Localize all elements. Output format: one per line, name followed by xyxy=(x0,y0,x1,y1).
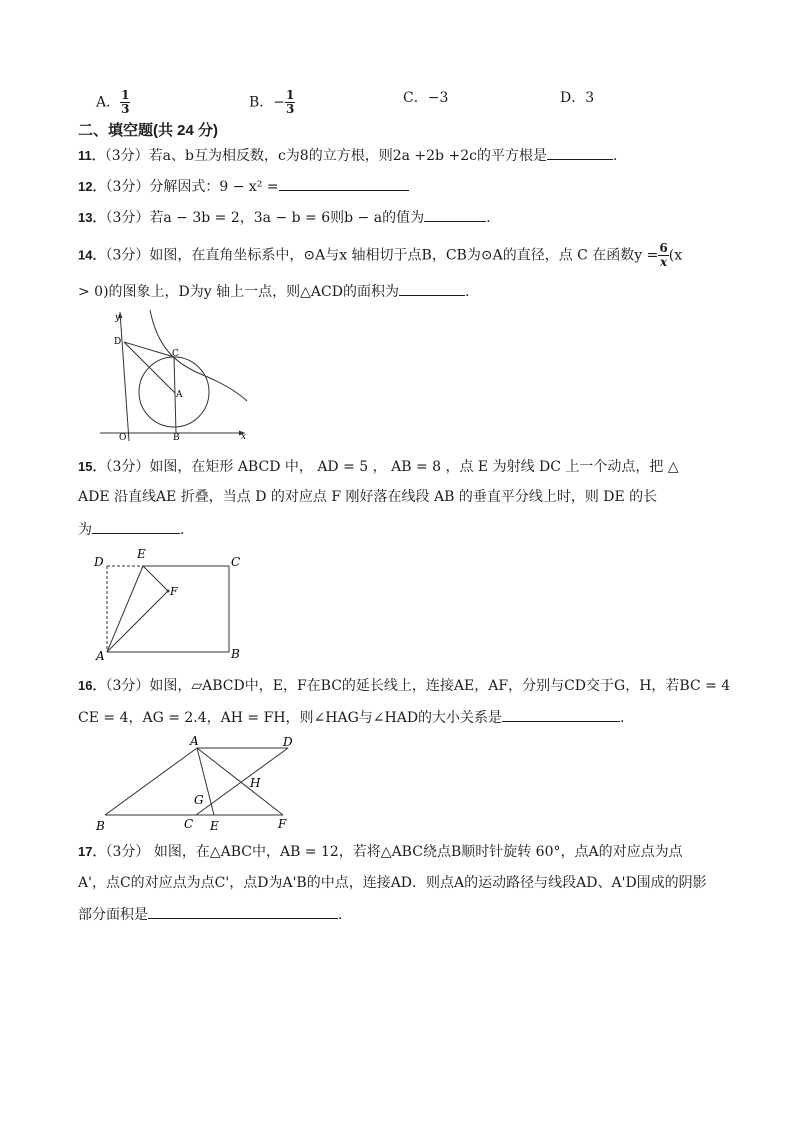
question-15-line1: 15．（3分）如图，在矩形 ABCD 中， AD = 5 ， AB = 8 ，点 E 为射线 DC 上一个动点，把 △ xyxy=(78,459,679,475)
question-17-line2: A'，点C的对应点为点C'，点D为A'B的中点，连接AD．则点A的运动路径与线段AD、A'D围成的阴影 xyxy=(78,875,707,891)
question-16-line1: 16．（3分）如图，▱ABCD中，E，F在BC的延长线上，连接AE，AF，分别与CD交于G，H，若BC = 4 xyxy=(78,678,731,694)
answer-blank-16[interactable] xyxy=(502,707,620,722)
choice-a xyxy=(96,89,130,116)
label-y: y xyxy=(115,313,121,323)
question-14-line1: 14．（3分）如图，在直角坐标系中，⊙A与x 轴相切于点B，CB为⊙A的直径，点 C 在函数y = $\frac{6}{x}$ (x xyxy=(78,241,683,269)
choice-a-fraction: $\frac{1}{3}$ xyxy=(121,88,130,116)
segment-ef xyxy=(143,566,168,591)
question-15-line2: ADE 沿直线AE 折叠，当点 D 的对应点 F 刚好落在线段 AB 的垂直平分线上时，则 DE 的长 xyxy=(78,489,658,505)
label-g: G xyxy=(194,793,204,807)
question-12: 12．（3分）分解因式：9 − x² = xyxy=(78,176,409,196)
segment-af xyxy=(107,591,168,652)
question-16-line2: CE = 4，AG = 2.4，AH = FH，则∠HAG与∠HAD的大小关系是 . xyxy=(78,707,625,727)
label-e: E xyxy=(137,547,146,561)
q14-fraction: $\frac{6}{x}$ xyxy=(659,241,668,269)
question-15-line3: 为 . xyxy=(78,519,184,539)
question-13: 13．（3分）若a − 3b = 2，3a − b = 6则b − a的值为 . xyxy=(78,207,491,227)
choice-c: C．−3 xyxy=(403,90,449,106)
label-o: O xyxy=(119,433,127,443)
label-f: F xyxy=(278,817,287,831)
figure-15 xyxy=(90,545,250,665)
label-h: H xyxy=(250,776,261,790)
choice-b-label: B． xyxy=(249,94,274,111)
label-c: C xyxy=(172,349,179,359)
label-c: C xyxy=(184,817,194,831)
answer-blank-12[interactable] xyxy=(279,176,409,191)
question-17-line3: 部分面积是 . xyxy=(78,904,342,924)
answer-blank-11[interactable] xyxy=(547,145,613,160)
question-11: 11．（3分）若a、b互为相反数，c为8的立方根，则2a +2b +2c的平方根是 . xyxy=(78,145,617,165)
y-axis xyxy=(120,312,129,441)
figure-14 xyxy=(95,305,260,445)
answer-blank-14[interactable] xyxy=(399,281,465,296)
answer-blank-13[interactable] xyxy=(424,207,486,222)
answer-blank-15[interactable] xyxy=(92,519,180,534)
section-title: 二、填空题(共 24 分) xyxy=(78,122,219,139)
choice-b-fraction: $\frac{1}{3}$ xyxy=(286,88,295,116)
label-d: D xyxy=(114,337,122,347)
label-a: A xyxy=(96,649,105,663)
segment-ab xyxy=(105,748,197,815)
label-d: D xyxy=(283,735,293,749)
label-a: A xyxy=(190,734,199,748)
label-b: B xyxy=(173,433,180,443)
hyperbola-curve xyxy=(150,310,247,401)
figure-16 xyxy=(90,732,300,832)
segment-ae xyxy=(107,566,143,652)
label-b: B xyxy=(231,647,240,661)
question-14-line2: > 0)的图象上，D为y 轴上一点，则△ACD的面积为 . xyxy=(78,281,469,301)
label-c: C xyxy=(231,555,241,569)
label-a: A xyxy=(176,390,183,400)
label-b: B xyxy=(96,819,105,832)
choice-a-label: A． xyxy=(96,94,121,111)
choice-b: B．− $\frac{1}{3}$ xyxy=(249,88,295,116)
answer-blank-17[interactable] xyxy=(148,904,338,919)
question-17-line1: 17．（3分） 如图，在△ABC中，AB = 12，若将△ABC绕点B顺时针旋转 60°，点A的对应点为点 xyxy=(78,844,683,860)
label-x: x xyxy=(241,432,247,442)
choice-d: D．3 xyxy=(560,90,595,106)
label-f: F xyxy=(170,585,178,598)
label-e: E xyxy=(210,819,219,832)
label-d: D xyxy=(94,555,104,569)
